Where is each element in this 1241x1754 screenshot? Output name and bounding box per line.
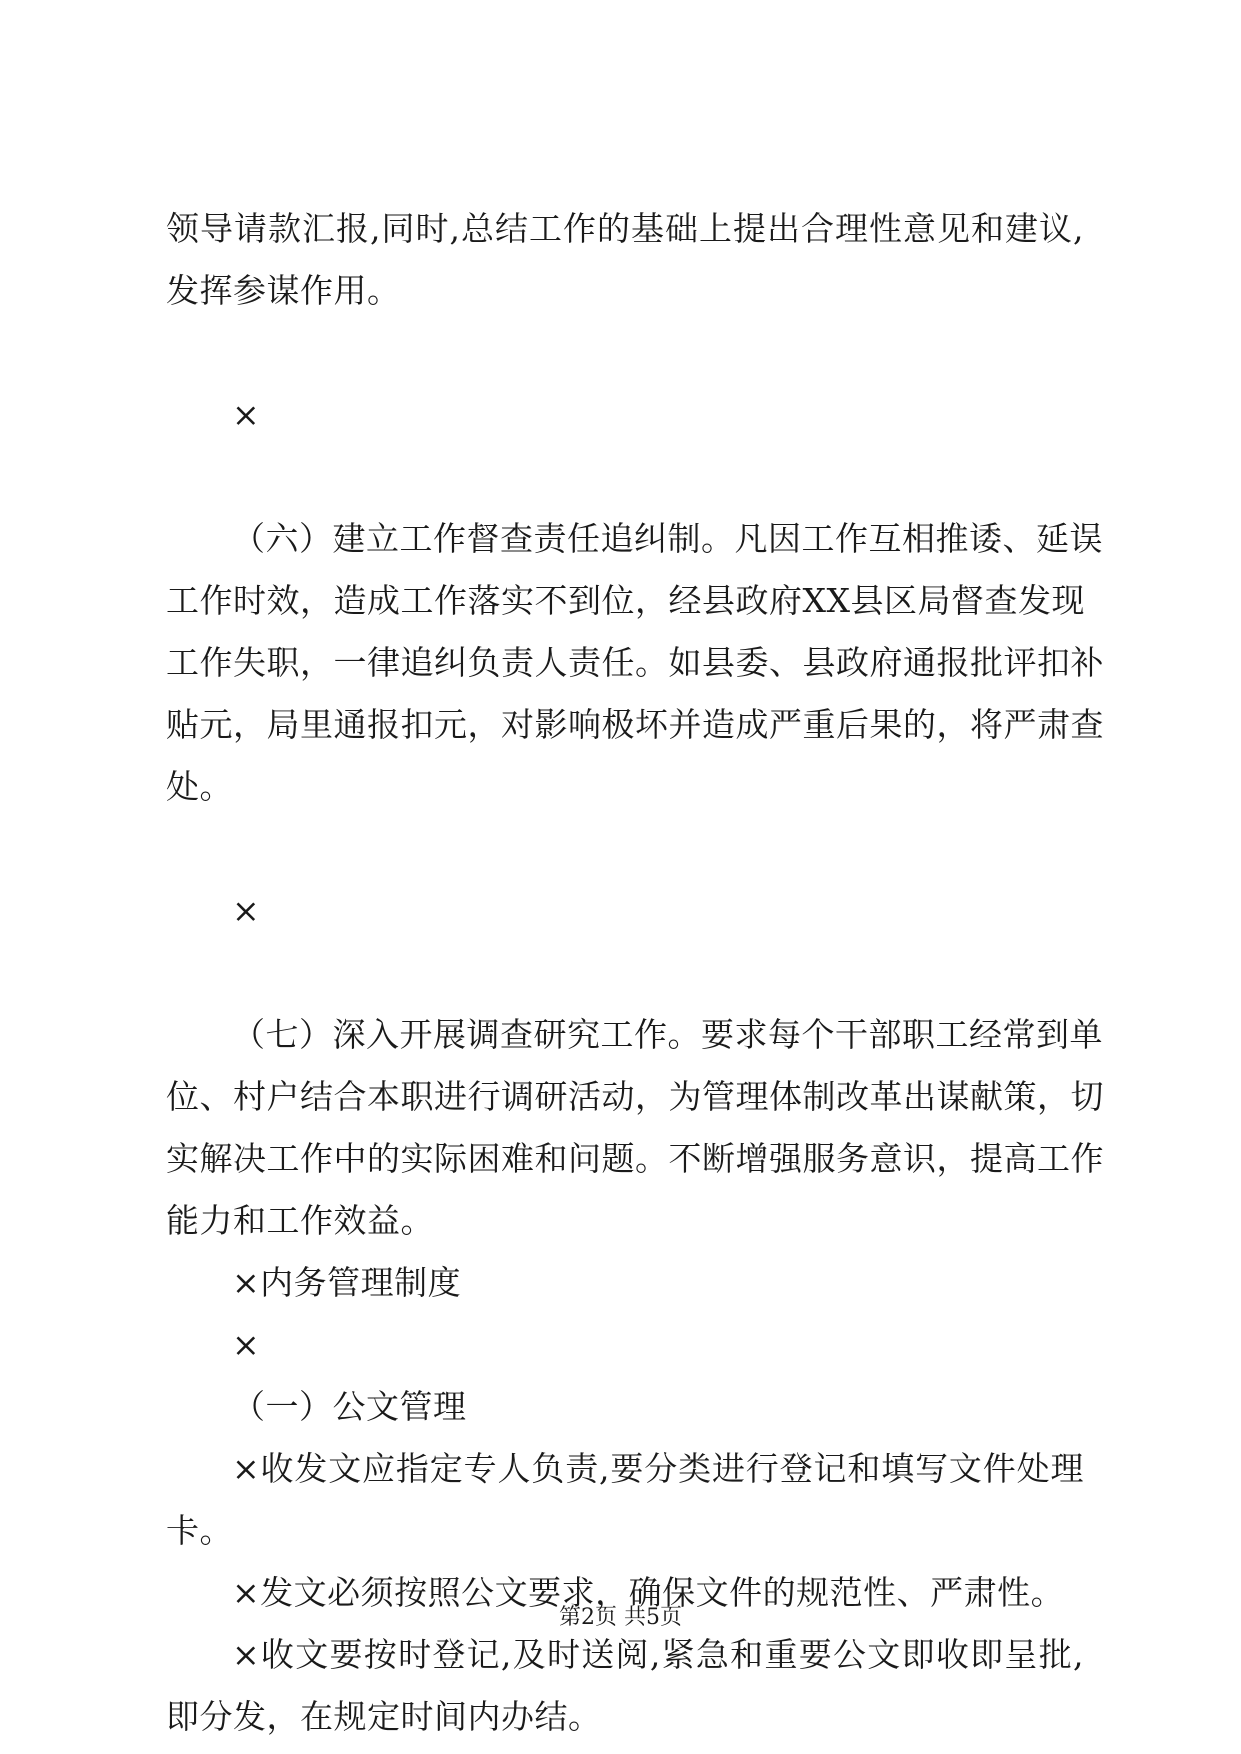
body-line: 领导请款汇报,同时,总结工作的基础上提出合理性意见和建议, [166, 209, 1084, 248]
body-line: 处。 [166, 767, 233, 806]
body-line: 卡。 [166, 1511, 233, 1550]
body-line: （六）建立工作督查责任追纠制。凡因工作互相推诿、延误 [232, 519, 1103, 558]
body-line: 能力和工作效益。 [166, 1201, 434, 1240]
body-line: （七）深入开展调查研究工作。要求每个干部职工经常到单 [232, 1015, 1103, 1054]
body-line: ×收文要按时登记,及时送阅,紧急和重要公文即收即呈批, [232, 1635, 1084, 1674]
subsection-heading: （一）公文管理 [232, 1387, 467, 1426]
body-line: ×收发文应指定专人负责,要分类进行登记和填写文件处理 [232, 1449, 1084, 1488]
body-line: × [232, 1325, 261, 1364]
body-line: 工作失职，一律追纠负责人责任。如县委、县政府通报批评扣补 [166, 643, 1104, 682]
body-line: × [232, 891, 261, 930]
body-line: 贴元，局里通报扣元，对影响极坏并造成严重后果的，将严肃查 [166, 705, 1104, 744]
body-line: 发挥参谋作用。 [166, 271, 401, 310]
body-line: 工作时效，造成工作落实不到位，经县政府XX县区局督查发现 [166, 581, 1085, 620]
body-line: ×发文必须按照公文要求，确保文件的规范性、严肃性。 [232, 1573, 1065, 1612]
paragraph-gap [166, 322, 1084, 384]
body-line: × [232, 395, 261, 434]
page-number: 第2页 共5页 [559, 1605, 682, 1630]
body-line: 位、村户结合本职进行调研活动，为管理体制改革出谋献策，切 [166, 1077, 1104, 1116]
document-body [166, 198, 1104, 1748]
paragraph-gap [166, 818, 1084, 880]
body-line: 实解决工作中的实际困难和问题。不断增强服务意识，提高工作 [166, 1139, 1104, 1178]
body-line: 即分发，在规定时间内办结。 [166, 1697, 602, 1736]
paragraph-gap [166, 942, 1084, 1004]
paragraph-gap [166, 446, 1084, 508]
section-heading: ×内务管理制度 [232, 1263, 462, 1302]
